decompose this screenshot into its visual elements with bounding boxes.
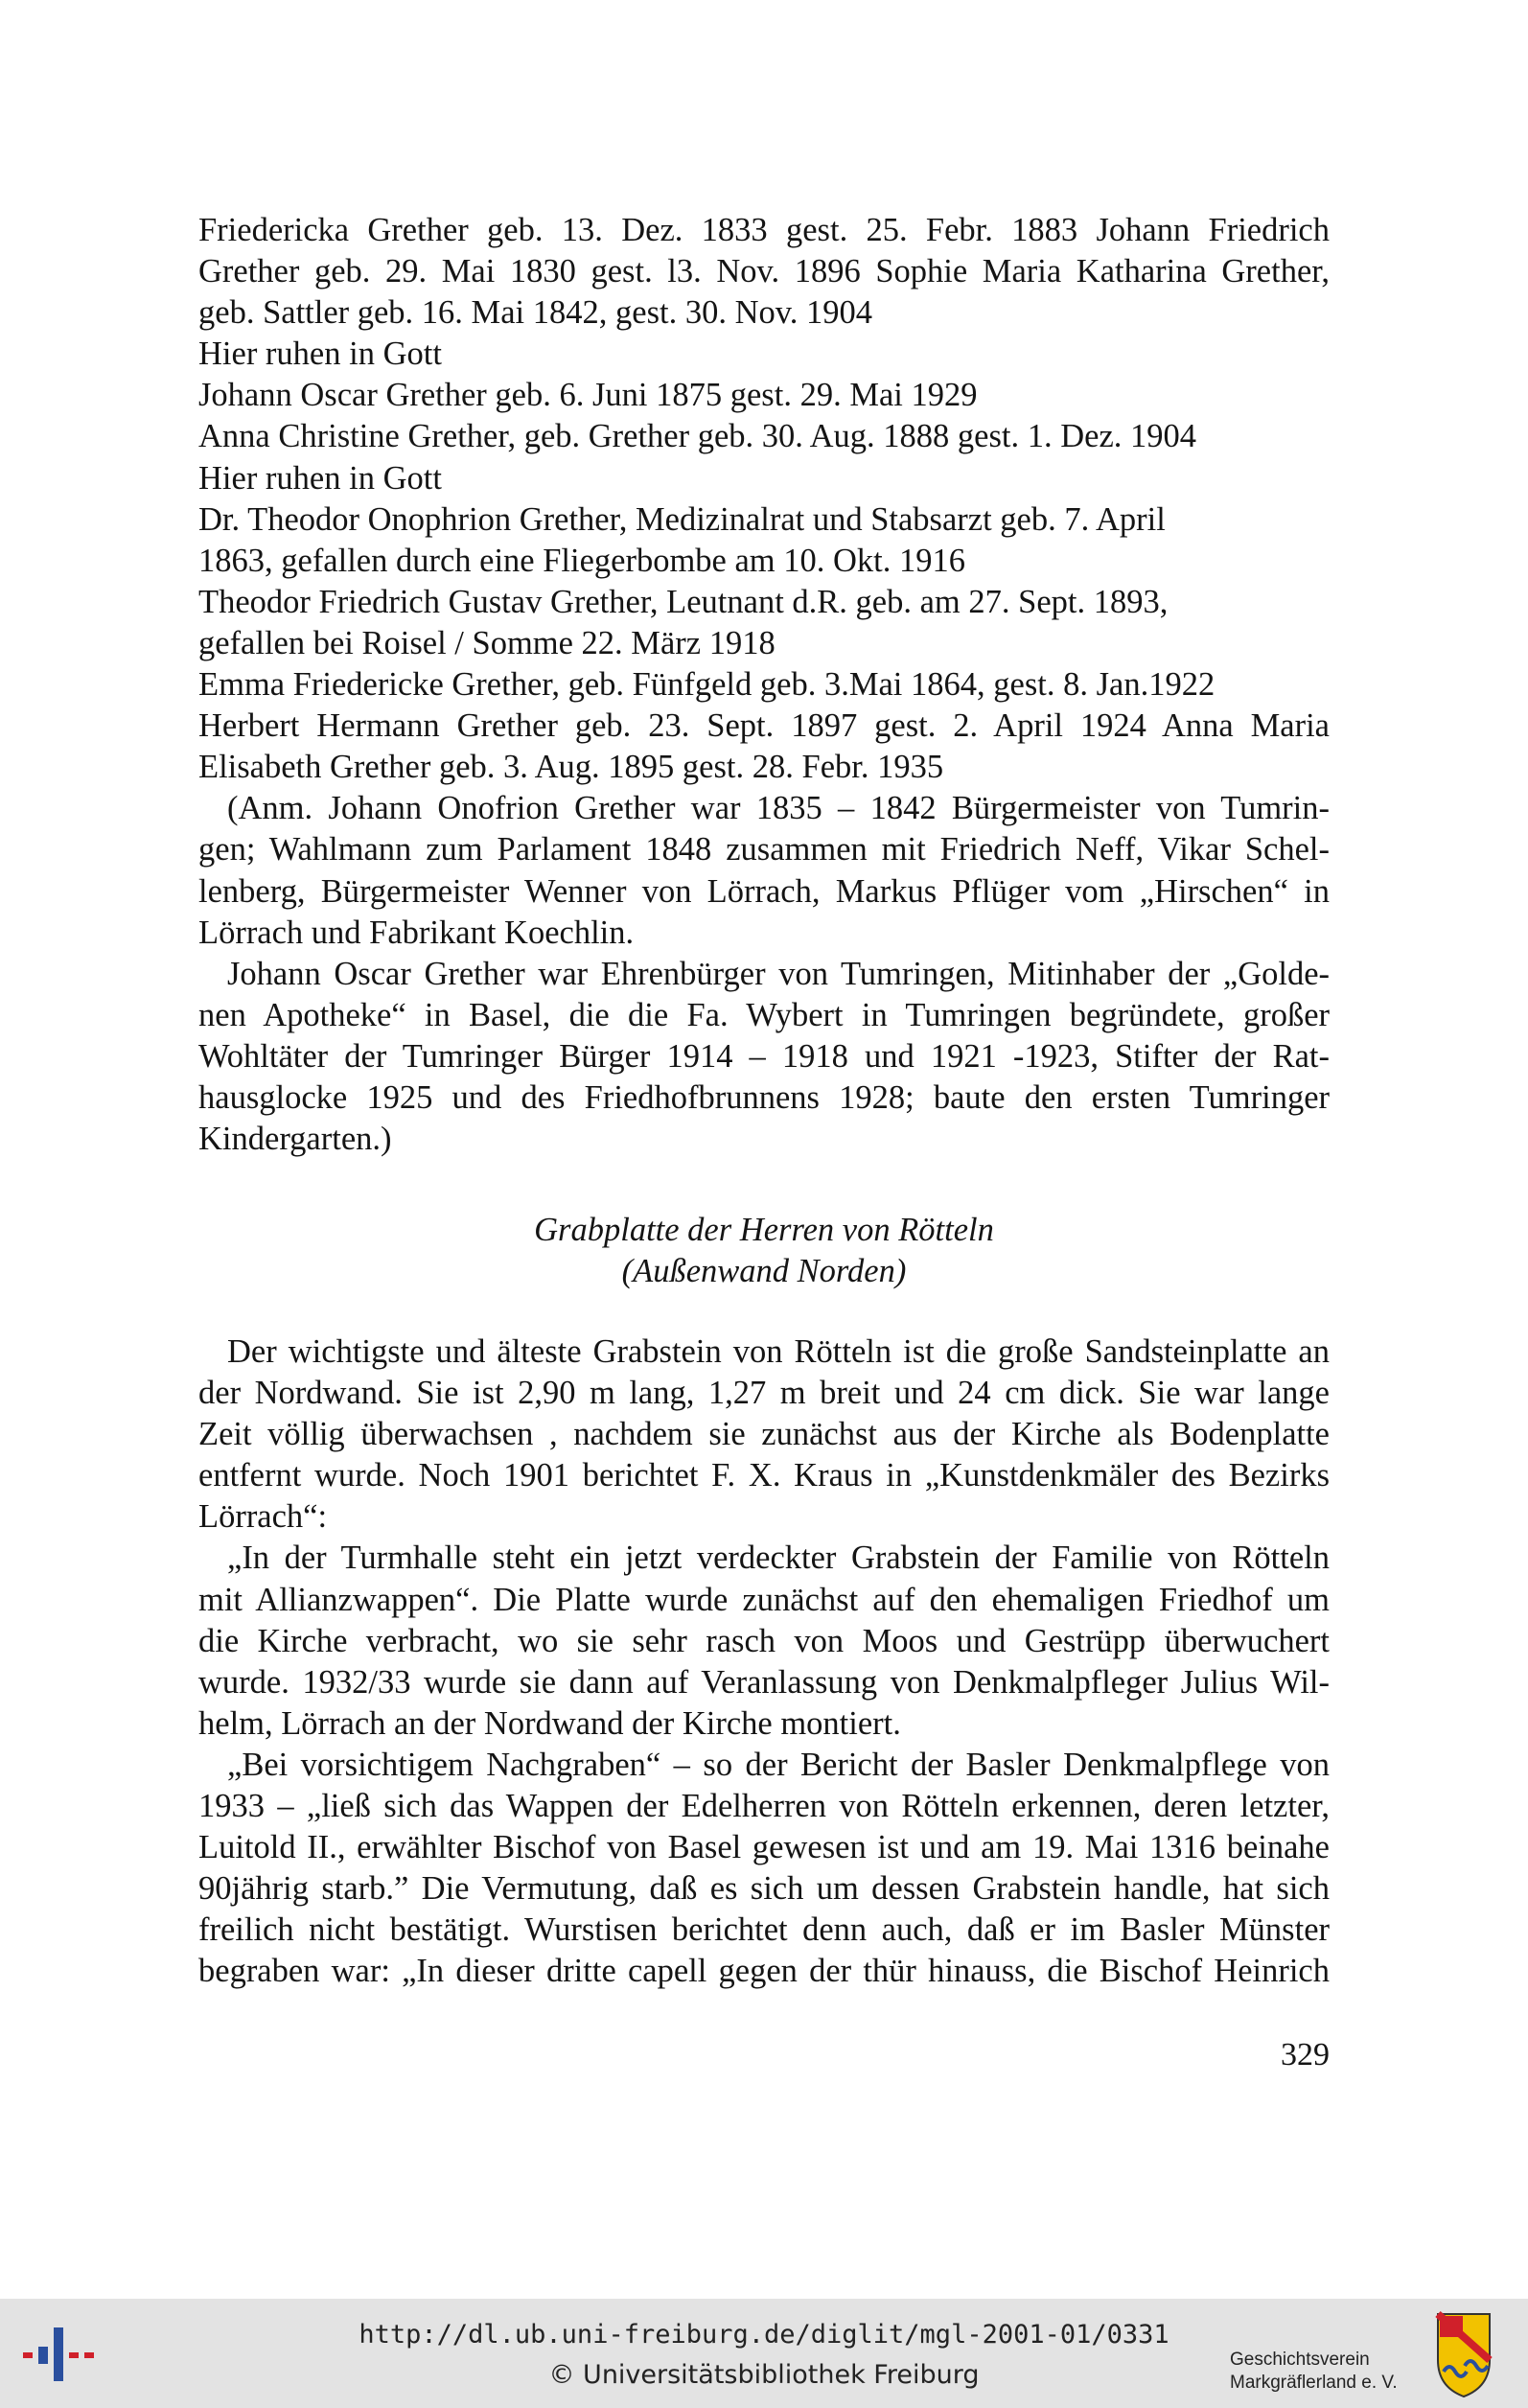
page-text-lower	[198, 1331, 1330, 1993]
text-line: die Kirche verbracht, wo sie sehr rasch von Moos und Gestrüpp überwuchert	[198, 1622, 1330, 1659]
text-line: wurde. 1932/33 wurde sie dann auf Veranlassung von Denkmalpfleger Julius Wil-	[198, 1663, 1330, 1701]
coat-of-arms-icon	[1434, 2308, 1493, 2398]
text-line: „In der Turmhalle steht ein jetzt verdeckter Grabstein der Familie von Rötteln	[227, 1540, 1330, 1577]
text-line: „Bei vorsichtigem Nachgraben“ – so der Bericht der Basler Denkmalpflege von	[227, 1746, 1330, 1783]
text-line: Kindergarten.)	[198, 1121, 392, 1158]
text-line: Wohltäter der Tumringer Bürger 1914 – 1918 und 1921 -1923, Stifter der Rat-	[198, 1037, 1330, 1075]
document-url-link[interactable]: http://dl.ub.uni-freiburg.de/diglit/mgl-2001-01/0331	[359, 2320, 1169, 2350]
text-line: gen; Wahlmann zum Parlament 1848 zusammen mit Friedrich Neff, Vikar Schel-	[198, 831, 1330, 868]
text-line: begraben war: „In dieser dritte capell gegen der thür hinauss, die Bischof Heinrich	[198, 1953, 1330, 1990]
page-text-upper	[198, 210, 1330, 1160]
text-line: Der wichtigste und älteste Grabstein von Rötteln ist die große Sandsteinplatte an	[227, 1333, 1330, 1370]
text-line: helm, Lörrach an der Nordwand der Kirche montiert.	[198, 1704, 901, 1742]
text-line: 1933 – „ließ sich das Wappen der Edelherren von Rötteln erkennen, deren letzter,	[198, 1788, 1330, 1825]
text-line: Luitold II., erwählter Bischof von Basel gewesen ist und am 19. Mai 1316 beinahe	[198, 1829, 1330, 1866]
text-line: 90jährig starb.” Die Vermutung, daß es sich um dessen Grabstein handle, hat sich	[198, 1870, 1330, 1908]
text-line: freilich nicht bestätigt. Wurstisen berichtet denn auch, daß er im Basler Münster	[198, 1911, 1330, 1949]
text-line: Elisabeth Grether geb. 3. Aug. 1895 gest. 28. Febr. 1935	[198, 749, 944, 786]
section-heading: Grabplatte der Herren von Rötteln	[534, 1212, 994, 1248]
text-line: Dr. Theodor Onophrion Grether, Medizinalrat und Stabsarzt geb. 7. April	[198, 500, 1166, 538]
text-line: 1863, gefallen durch eine Fliegerbombe am 10. Okt. 1916	[198, 542, 966, 579]
text-line: mit Allianzwappen“. Die Platte wurde zunächst auf den ehemaligen Friedhof um	[198, 1581, 1330, 1618]
text-line: entfernt wurde. Noch 1901 berichtet F. X. Kraus in „Kunstdenkmäler des Bezirks	[198, 1457, 1330, 1494]
page-number: 329	[1281, 2037, 1330, 2072]
text-line: (Anm. Johann Onofrion Grether war 1835 – 1842 Bürgermeister von Tumrin-	[227, 790, 1330, 827]
publisher-line: Geschichtsverein	[1230, 2350, 1370, 2370]
text-line: der Nordwand. Sie ist 2,90 m lang, 1,27 m breit und 24 cm dick. Sie war lange	[198, 1375, 1330, 1412]
text-line: geb. Sattler geb. 16. Mai 1842, gest. 30. Nov. 1904	[198, 294, 873, 332]
text-line: Anna Christine Grether, geb. Grether geb. 30. Aug. 1888 gest. 1. Dez. 1904	[198, 418, 1197, 455]
text-line: Hier ruhen in Gott	[198, 336, 442, 373]
text-line: Lörrach und Fabrikant Koechlin.	[198, 914, 635, 951]
text-line: Friedericka Grether geb. 13. Dez. 1833 gest. 25. Febr. 1883 Johann Friedrich	[198, 212, 1330, 248]
section-subheading: (Außenwand Norden)	[621, 1253, 907, 1289]
text-line: gefallen bei Roisel / Somme 22. März 1918	[198, 624, 776, 661]
text-line: Grether geb. 29. Mai 1830 gest. l3. Nov. 1896 Sophie Maria Katharina Grether,	[198, 253, 1330, 290]
publisher-name	[1230, 2349, 1431, 2395]
text-line: Theodor Friedrich Gustav Grether, Leutnant d.R. geb. am 27. Sept. 1893,	[198, 583, 1169, 620]
text-line: Herbert Hermann Grether geb. 23. Sept. 1897 gest. 2. April 1924 Anna Maria	[198, 707, 1330, 745]
text-line: lenberg, Bürgermeister Wenner von Lörrach, Markus Pflüger vom „Hirschen“ in	[198, 872, 1330, 910]
text-line: Johann Oscar Grether geb. 6. Juni 1875 gest. 29. Mai 1929	[198, 377, 978, 414]
copyright-notice: © Universitätsbibliothek Freiburg	[548, 2360, 980, 2390]
text-line: Zeit völlig überwachsen , nachdem sie zunächst aus der Kirche als Bodenplatte	[198, 1416, 1330, 1453]
text-line: hausglocke 1925 und des Friedhofbrunnens 1928; baute den ersten Tumringer	[198, 1078, 1330, 1116]
footer-bar	[0, 2299, 1528, 2408]
publisher-line: Markgräflerland e. V.	[1230, 2373, 1398, 2393]
text-line: nen Apotheke“ in Basel, die die Fa. Wybert in Tumringen begründete, großer	[198, 996, 1330, 1033]
text-line: Lörrach“:	[198, 1498, 328, 1536]
text-line: Johann Oscar Grether war Ehrenbürger von Tumringen, Mitinhaber der „Golde-	[227, 955, 1330, 992]
text-line: Hier ruhen in Gott	[198, 459, 442, 497]
text-line: Emma Friedericke Grether, geb. Fünfgeld geb. 3.Mai 1864, gest. 8. Jan.1922	[198, 666, 1215, 704]
